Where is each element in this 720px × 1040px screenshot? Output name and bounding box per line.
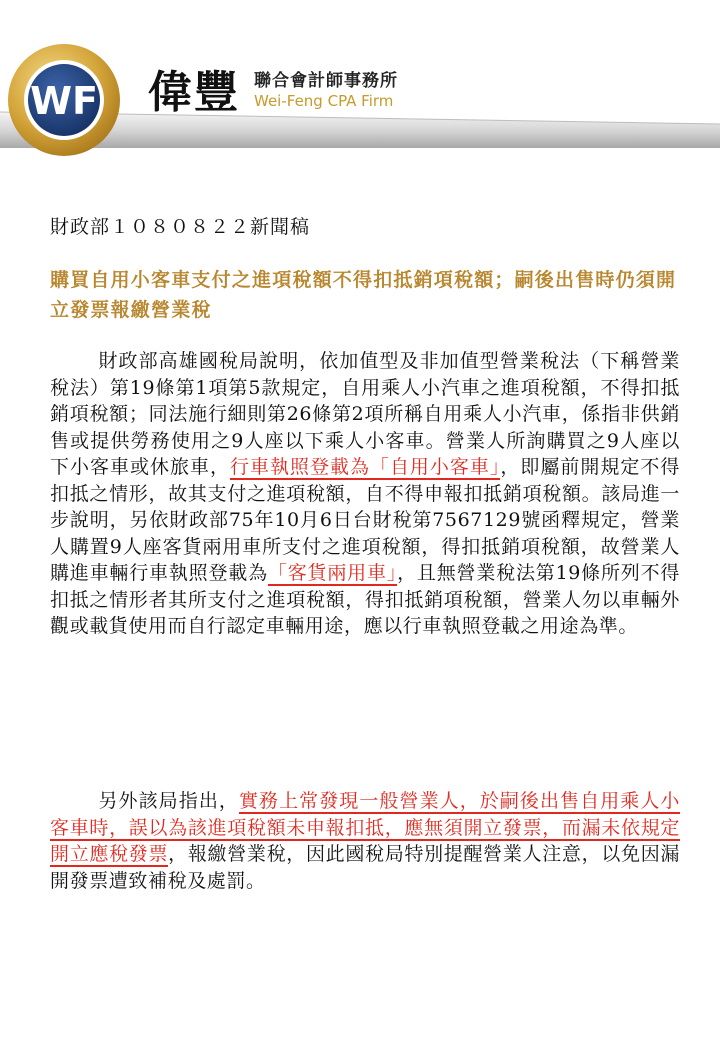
- paragraph-1-text-c: ，且無營業稅法第19條所列不得扣抵之情形者其所支付之進項稅額，得扣抵銷項稅額，營業人勿以車輛外觀或載貨使用而自行認定車輛用途，應以行車執照登載之用途為準。: [50, 562, 680, 637]
- paragraph-1: [50, 348, 680, 640]
- paragraph-1-text-b: ，即屬前開規定不得扣抵之情形，故其支付之進項稅額，自不得申報扣抵銷項稅額。該局進一步說明，另依財政部75年10月6日台財稅第7567129號函釋規定，營業人購置9人座客貨兩用車所支付之進項稅額，得扣抵銷項稅額，故營業人購進車輛行車執照登載為: [50, 456, 680, 584]
- letterhead: [0, 0, 720, 165]
- highlight-passenger-cargo-car: 「客貨兩用車」: [267, 562, 398, 584]
- brand-subtitle-en: Wei-Feng CPA Firm: [254, 92, 394, 110]
- logo-text: WF: [30, 79, 98, 123]
- brand-subtitle-cn: 聯合會計師事務所: [254, 71, 398, 91]
- paragraph-2: [50, 788, 680, 894]
- highlight-registration-private-car: 行車執照登載為「自用小客車」: [229, 456, 501, 478]
- wf-logo-icon: [0, 42, 142, 192]
- paragraph-2-text-a: 另外該局指出，: [98, 790, 239, 812]
- brand-name-cn: 偉豐: [148, 67, 240, 118]
- highlight-invoice-warning: 實務上常發現一般營業人，於嗣後出售自用乘人小客車時，誤以為該進項稅額未申報扣抵，應無須開立發票，而漏未依規定開立應稅發票: [50, 790, 680, 865]
- paragraph-2-text-b: ，報繳營業稅，因此國稅局特別提醒營業人注意，以免因漏開發票遭致補稅及處罰。: [50, 843, 680, 892]
- press-release-id: 財政部１０８０８２２新聞稿: [50, 216, 311, 238]
- headline: 購買自用小客車支付之進項稅額不得扣抵銷項稅額；嗣後出售時仍須開立發票報繳營業稅: [50, 269, 677, 321]
- paragraph-1-text-a: 財政部高雄國稅局說明，依加值型及非加值型營業稅法（下稱營業稅法）第19條第1項第5款規定，自用乘人小汽車之進項稅額，不得扣抵銷項稅額；同法施行細則第26條第2項所稱自用乘人小汽車，係指非供銷售或提供勞務使用之9人座以下乘人小客車。營業人所詢購買之9人座以下小客車或休旅車，: [50, 350, 680, 478]
